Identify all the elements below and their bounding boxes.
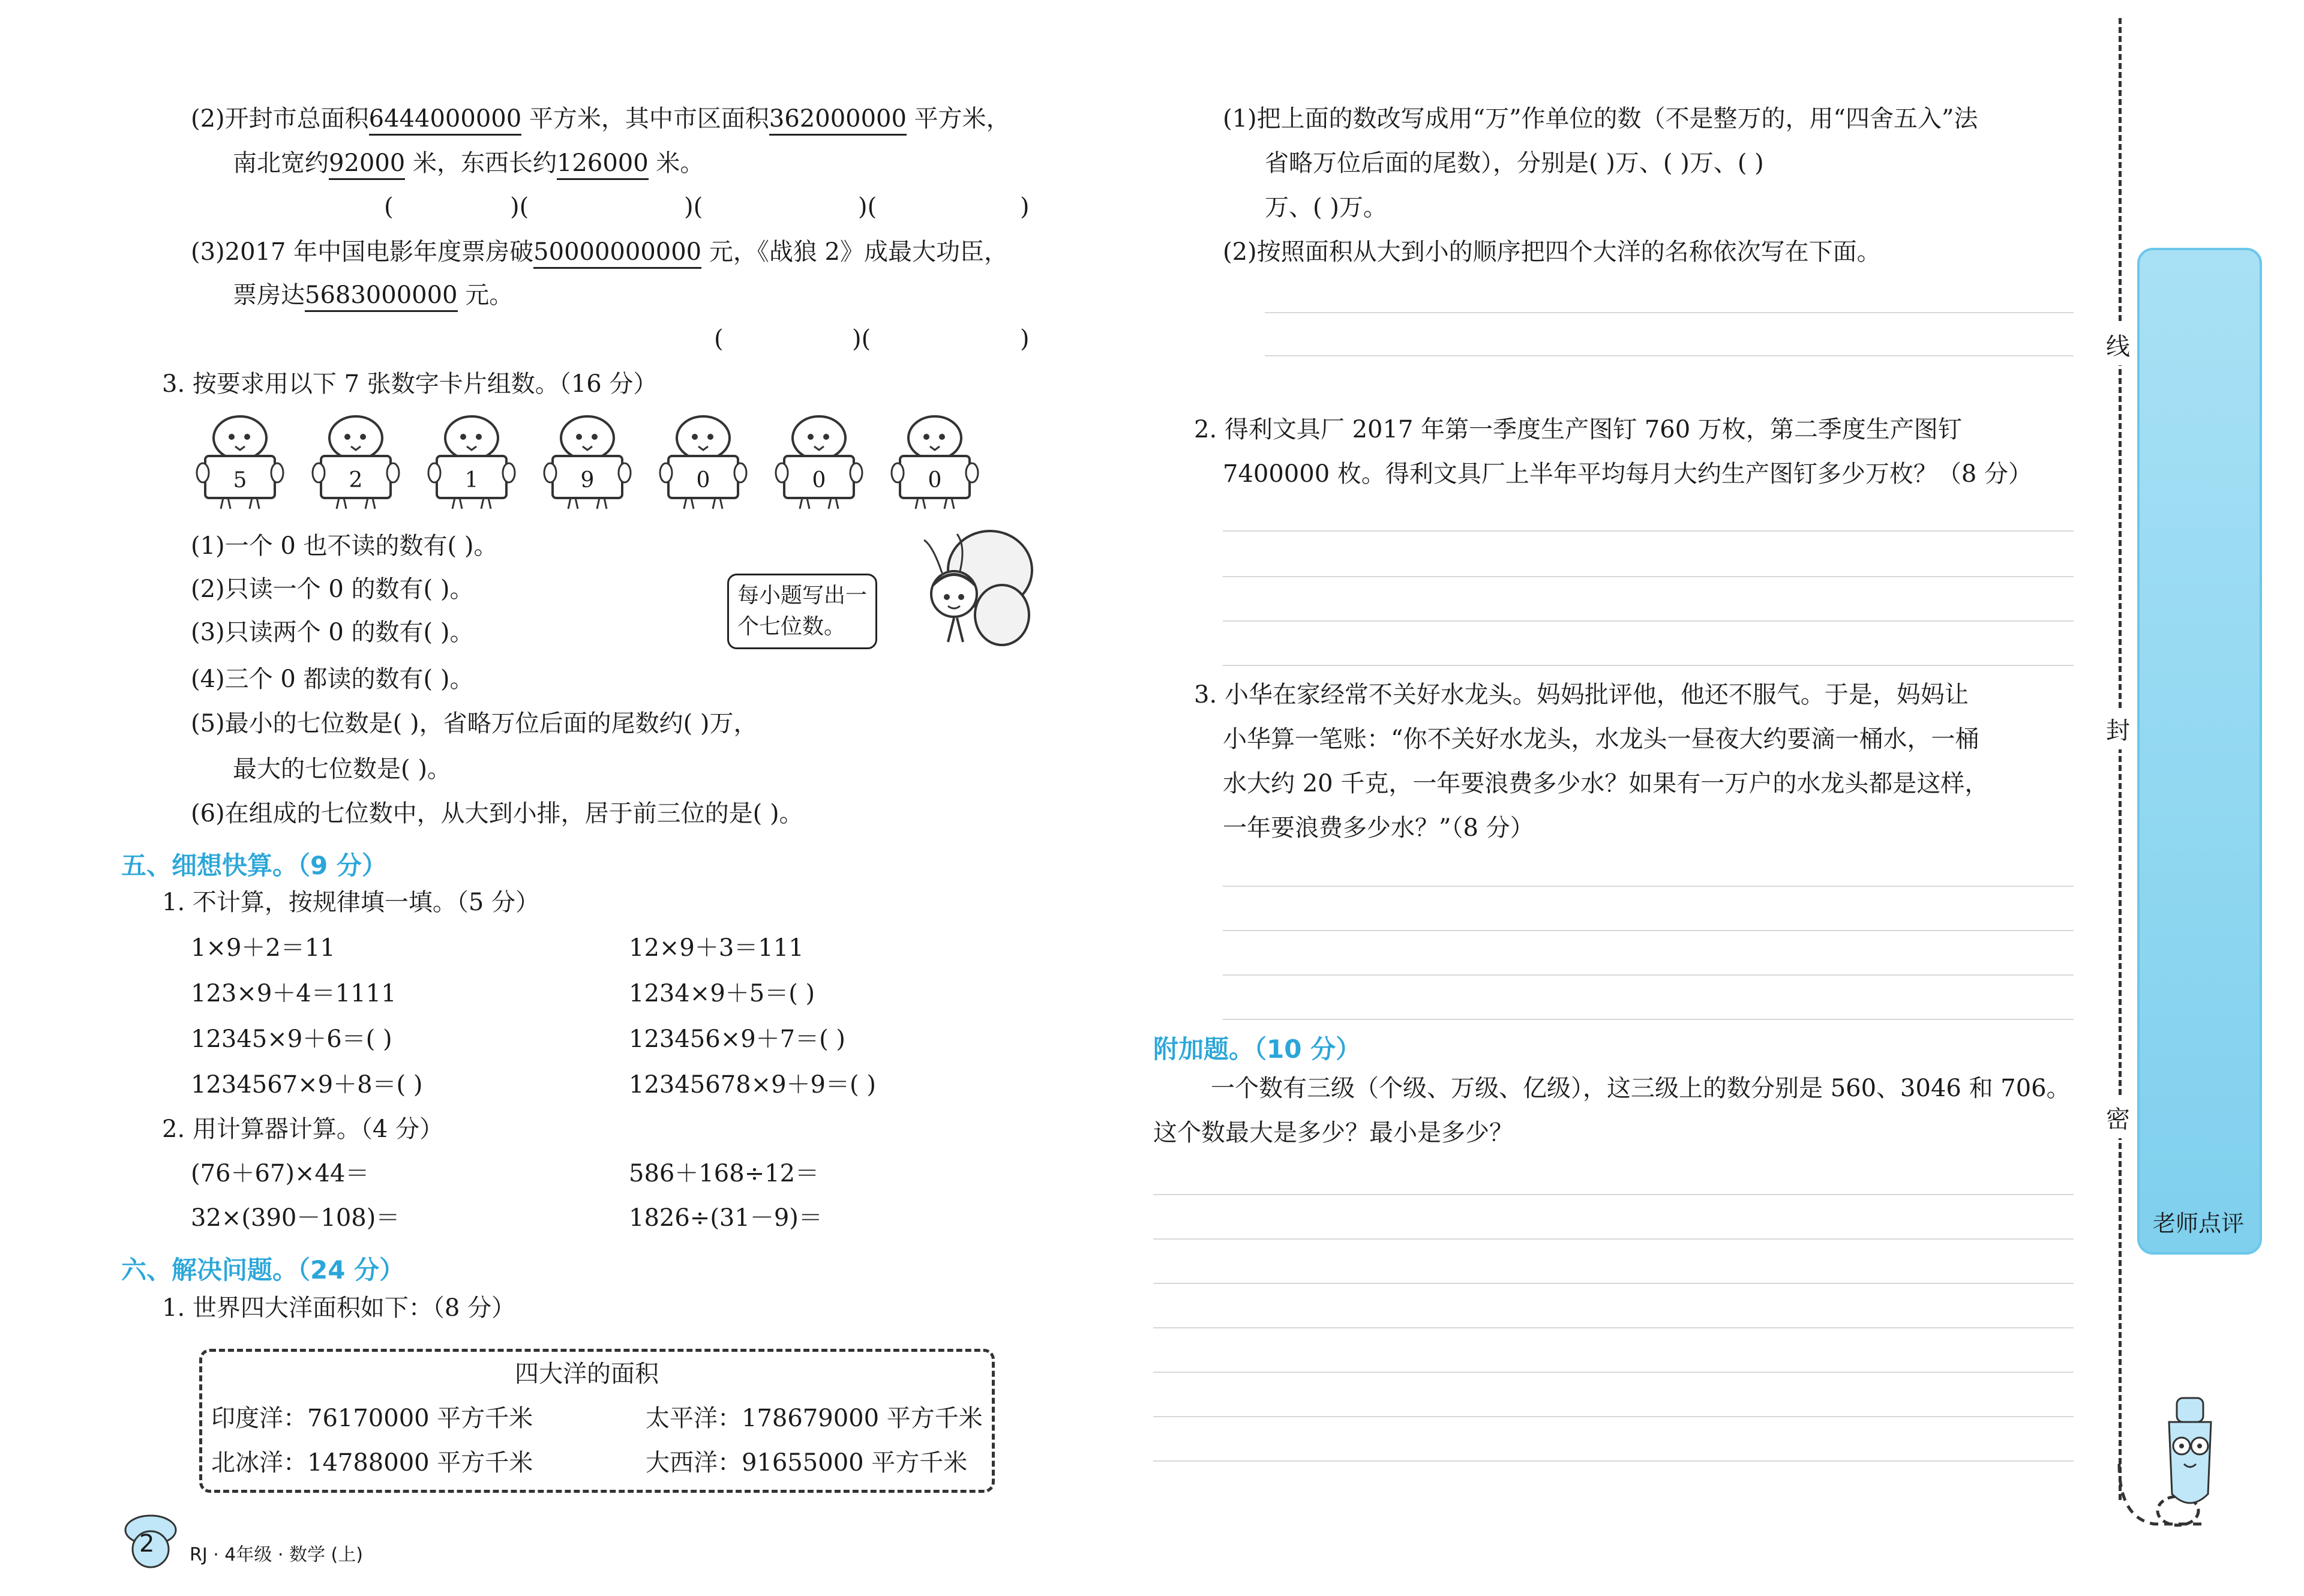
answer-blank[interactable]: ( <box>714 325 724 353</box>
answer-line[interactable] <box>1223 1019 2074 1020</box>
footer-text: RJ · 4年级 · 数学 (上) <box>190 1544 363 1565</box>
mascot-illustration <box>2142 1392 2238 1512</box>
q3-item-4: (4)三个 0 都读的数有( )。 <box>191 665 474 693</box>
q3-item-3: (3)只读两个 0 的数有( )。 <box>191 619 474 646</box>
answer-blank[interactable]: )( <box>510 193 529 221</box>
q3-title: 3. 按要求用以下 7 张数字卡片组数。（16 分） <box>162 370 658 398</box>
number-card-digit: 0 <box>928 468 942 493</box>
sec5-q2: 2. 用计算器计算。（4 分） <box>162 1115 444 1143</box>
fairy-illustration <box>900 522 1038 660</box>
section-5-title: 五、细想快算。（9 分） <box>121 851 387 880</box>
calc-1[interactable]: (76＋67)×44＝ <box>191 1160 370 1187</box>
answer-line[interactable] <box>1223 576 2074 577</box>
r-q3-line4: 一年要浪费多少水？”（8 分） <box>1223 814 1534 842</box>
number-card-digit: 0 <box>696 468 710 493</box>
number-card-digit: 2 <box>349 468 363 493</box>
ocean-indian: 印度洋：76170000 平方千米 <box>211 1405 533 1432</box>
binding-char-mi: 密 <box>2106 1097 2130 1138</box>
answer-line[interactable] <box>1153 1238 2074 1240</box>
q3-item-5: (5)最小的七位数是( )，省略万位后面的尾数约( )万， <box>191 710 758 737</box>
answer-blank[interactable]: )( <box>852 325 871 353</box>
pattern-row-1-right: 12×9＋3＝111 <box>629 934 804 962</box>
number-card-digit: 5 <box>233 468 247 493</box>
number-card <box>308 413 404 515</box>
answer-line[interactable] <box>1223 665 2074 666</box>
answer-blank[interactable]: )( <box>684 193 703 221</box>
pattern-row-2-left: 123×9＋4＝1111 <box>191 980 397 1007</box>
r-q1-2: (2)按照面积从大到小的顺序把四个大洋的名称依次写在下面。 <box>1223 238 1881 266</box>
q2-3-line2: 票房达5683000000 元。 <box>233 283 513 307</box>
q2-2-line1: (2)开封市总面积6444000000 平方米，其中市区面积362000000 平方米， <box>191 107 1010 131</box>
answer-line[interactable] <box>1223 886 2074 887</box>
answer-blank[interactable]: )( <box>858 193 877 221</box>
answer-line[interactable] <box>1153 1460 2074 1462</box>
r-q1-1-line2[interactable]: 省略万位后面的尾数），分别是( )万、( )万、( ) <box>1265 149 1764 177</box>
ocean-atlantic: 大西洋：91655000 平方千米 <box>646 1449 968 1477</box>
q3-item-5b: 最大的七位数是( )。 <box>233 755 451 783</box>
calc-3[interactable]: 32×(390－108)＝ <box>191 1204 400 1232</box>
ocean-box-title: 四大洋的面积 <box>515 1360 659 1388</box>
number-card <box>424 413 520 515</box>
q3-item-6: (6)在组成的七位数中，从大到小排，居于前三位的是( )。 <box>191 800 803 827</box>
r-q1-1-line1: (1)把上面的数改写成用“万”作单位的数（不是整万的，用“四舍五入”法 <box>1223 105 1978 133</box>
binding-char-feng: 封 <box>2106 708 2130 749</box>
number-card <box>887 413 983 515</box>
r-q1-1-line3[interactable]: 万、( )万。 <box>1265 194 1387 221</box>
answer-line[interactable] <box>1265 312 2074 313</box>
teacher-comment-label: 老师点评 <box>2152 1210 2244 1237</box>
answer-line[interactable] <box>1223 620 2074 622</box>
speech-bubble: 每小题写出一 个七位数。 <box>727 574 877 649</box>
extra-line2: 这个数最大是多少？最小是多少？ <box>1153 1119 1513 1147</box>
pattern-row-3-left[interactable]: 12345×9＋6＝( ) <box>191 1025 392 1053</box>
number-card <box>771 413 867 515</box>
teacher-comment-panel <box>2137 248 2262 1255</box>
answer-line[interactable] <box>1265 355 2074 356</box>
page-number: 2 <box>139 1530 155 1558</box>
binding-dashed-line <box>2119 18 2122 1500</box>
answer-line[interactable] <box>1153 1327 2074 1328</box>
answer-line[interactable] <box>1223 530 2074 532</box>
section-6-title: 六、解决问题。（24 分） <box>121 1255 405 1285</box>
answer-line[interactable] <box>1153 1283 2074 1284</box>
r-q3-line2: 小华算一笔账：“你不关好水龙头，水龙头一昼夜大约要滴一桶水，一桶 <box>1223 725 1979 753</box>
r-q2-line2: 7400000 枚。得利文具厂上半年平均每月大约生产图钉多少万枚？（8 分） <box>1223 460 2033 488</box>
q2-2-line2: 南北宽约92000 米，东西长约126000 米。 <box>233 151 704 175</box>
number-card-digit: 1 <box>464 468 479 493</box>
r-q3-line1: 3. 小华在家经常不关好水龙头。妈妈批评他，他还不服气。于是，妈妈让 <box>1194 681 1969 709</box>
pattern-row-2-right[interactable]: 1234×9＋5＝( ) <box>629 980 815 1007</box>
pattern-row-3-right[interactable]: 123456×9＋7＝( ) <box>629 1025 846 1053</box>
number-card <box>655 413 751 515</box>
r-q3-line3: 水大约 20 千克，一年要浪费多少水？如果有一万户的水龙头都是这样， <box>1223 770 1989 797</box>
answer-line[interactable] <box>1153 1416 2074 1417</box>
q3-item-1: (1)一个 0 也不读的数有( )。 <box>191 532 498 560</box>
q2-3-line1: (3)2017 年中国电影年度票房破50000000000 元，《战狼 2》成最大功臣， <box>191 240 1008 264</box>
number-card <box>539 413 635 515</box>
number-card <box>192 413 288 515</box>
answer-blank[interactable]: ) <box>1020 193 1030 221</box>
binding-char-xian: 线 <box>2106 324 2130 365</box>
number-card-digit: 0 <box>812 468 826 493</box>
ocean-arctic: 北冰洋：14788000 平方千米 <box>211 1449 533 1477</box>
pattern-row-1-left: 1×9＋2＝11 <box>191 934 335 962</box>
sec6-q1: 1. 世界四大洋面积如下：（8 分） <box>162 1294 516 1322</box>
calc-4[interactable]: 1826÷(31－9)＝ <box>629 1204 823 1232</box>
answer-blank[interactable]: ) <box>1020 325 1030 353</box>
ocean-pacific: 太平洋：178679000 平方千米 <box>646 1405 983 1432</box>
answer-line[interactable] <box>1223 974 2074 976</box>
calc-2[interactable]: 586＋168÷12＝ <box>629 1160 820 1187</box>
r-q2-line1: 2. 得利文具厂 2017 年第一季度生产图钉 760 万枚，第二季度生产图钉 <box>1194 416 1962 443</box>
pattern-row-4-left[interactable]: 1234567×9＋8＝( ) <box>191 1071 423 1099</box>
answer-line[interactable] <box>1153 1194 2074 1195</box>
answer-line[interactable] <box>1223 930 2074 931</box>
answer-line[interactable] <box>1153 1372 2074 1373</box>
extra-title: 附加题。（10 分） <box>1153 1034 1361 1064</box>
q3-item-2: (2)只读一个 0 的数有( )。 <box>191 575 474 603</box>
number-card-digit: 9 <box>580 468 595 493</box>
pattern-row-4-right[interactable]: 12345678×9＋9＝( ) <box>629 1071 876 1099</box>
sec5-q1: 1. 不计算，按规律填一填。（5 分） <box>162 889 540 916</box>
extra-line1: 一个数有三级（个级、万级、亿级），这三级上的数分别是 560、3046 和 706。 <box>1211 1075 2071 1102</box>
answer-blank[interactable]: ( <box>384 193 394 221</box>
